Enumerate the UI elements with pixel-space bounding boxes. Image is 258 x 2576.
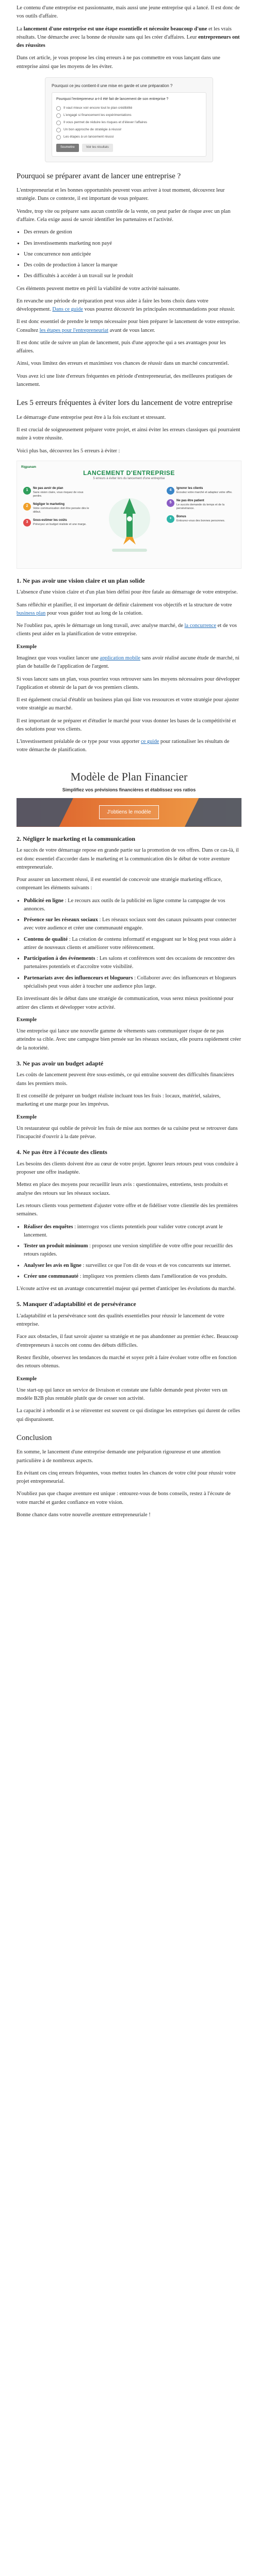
e4-paragraph-4: L'écoute active est un avantage concurrentiel majeur qui permet d'anticiper les évolutions du marché.: [17, 1286, 236, 1292]
e4-paragraph-3: Les retours clients vous permettent d'ajuster votre offre et de fidéliser votre clientèle dès les premières semaines.: [17, 1202, 238, 1217]
poll-results-button[interactable]: Voir les résultats: [82, 144, 113, 151]
e1-paragraph-5: Si vous lancez sans un plan, vous pourriez vous retrouver sans les moyens nécessaires pour développer l'application et obtenir de la part de vos premiers clients.: [17, 676, 240, 690]
e1-p8-post: pour rationaliser les résultats de votre démarche de planification.: [17, 739, 230, 753]
e5-paragraph-5: La capacité à rebondir et à se réinventer est souvent ce qui distingue les entreprises qui durent de celles qui disparaissent.: [17, 1408, 240, 1422]
poll-option-label: Un bon approche de stratégie à réussir: [63, 128, 122, 132]
list-item: [24, 897, 241, 914]
poll-submit-button[interactable]: Soumettre: [56, 144, 79, 151]
ground-shape: [112, 549, 147, 552]
list-item-bold: Partenariats avec des influenceurs et blogueurs: [24, 975, 133, 981]
infographic-item-desc: Prévoyez un budget réaliste et une marge.: [33, 522, 87, 526]
infographic-item: [167, 515, 233, 523]
conclusion-paragraph-4: Bonne chance dans votre nouvelle aventure entrepreneuriale !: [17, 1512, 151, 1518]
e3-paragraph-2: Il est conseillé de préparer un budget réaliste incluant tous les frais : locaux, matériel, salaires, marketing et une marge pour les imprévus.: [17, 1093, 221, 1108]
e1-p4-pre: Imaginez que vous vouliez lancer une: [17, 655, 100, 661]
list-item-bold: Analyser les avis en ligne: [24, 1262, 82, 1268]
intro-p2-post: et les vrais résultats. Une démarche avec la bonne de réussite sans qui les créer d'affaires. Leur: [17, 26, 232, 40]
e4-paragraph-2: Mettez en place des moyens pour recueillir leurs avis : questionnaires, entretiens, tests produits et analyse des retours sur les réseaux sociaux.: [17, 1182, 228, 1196]
infographic-item-text: [176, 487, 232, 495]
e1-paragraph-7: Il est important de se préparer et d'étudier le marché pour vous donner les bases de la compétitivité et des solutions pour vos clients.: [17, 718, 236, 732]
five-paragraph-1: Le démarrage d'une entreprise peut être à la fois excitant et stressant.: [17, 414, 166, 420]
template-subtitle: Simplifiez vos prévisions financières et établissez vos ratios: [62, 787, 196, 792]
poll-option[interactable]: [56, 134, 202, 140]
infographic-left-column: [23, 487, 89, 531]
intro-p2-pre: La: [17, 26, 24, 32]
e1-paragraph-4: [17, 654, 241, 671]
poll-option-label: Il vaut mieux voir encore tout le plan crédibilité: [63, 106, 133, 110]
infographic-item-title: Bonus: [176, 515, 186, 518]
e1-p8-pre: L'investissement préalable de ce type pour vous apporter: [17, 739, 141, 745]
list-item-text: : Les réseaux sociaux sont des canaux puissants pour connecter avec votre audience et créer une communauté engagée.: [24, 917, 237, 931]
infographic-item: [167, 487, 233, 495]
template-banner: [17, 798, 241, 827]
infographic-item: [167, 499, 233, 511]
e1-p2-post: pour vous guider tout au long de la création.: [45, 610, 143, 616]
why-paragraph-1: L'entrepreneuriat et les bonnes opportunités peuvent vous arriver à tout moment, découvrez leur stratégie. Dans ce contexte, il est important de vous préparer.: [17, 188, 225, 202]
list-item: [24, 1242, 241, 1259]
infographic-logo: Rigpanam: [21, 465, 37, 469]
why-p5-pre: Il est donc essentiel de prendre le temps nécessaire pour bien préparer le lancement de votre entreprise. Consultez: [17, 319, 240, 333]
conclusion-paragraph-1: En somme, le lancement d'une entreprise demande une préparation rigoureuse et une attention particulière à de nombreux aspects.: [17, 1449, 221, 1464]
poll-option[interactable]: [56, 106, 202, 111]
infographic-item: [23, 487, 89, 498]
infographic-item-text: [176, 515, 225, 523]
list-item-text: : interrogez vos clients potentiels pour valider votre concept avant le lancement.: [24, 1224, 223, 1238]
why-paragraph-4: [17, 297, 241, 314]
list-item-bold: Contenu de qualité: [24, 936, 68, 942]
poll-option-label: L'engagé si financement les expérimentations: [63, 113, 132, 117]
poll-question: Pourquoi ce jeu contient-il une mise en garde et une préparation ?: [52, 83, 173, 88]
radio-icon[interactable]: [56, 128, 61, 132]
infographic-item-title: Ignorer les clients: [176, 486, 203, 490]
list-item-bold: Publicité en ligne: [24, 897, 63, 904]
e1-p3-post: et de vos clients peut aider en la planification de votre entreprise.: [17, 623, 237, 637]
e4-paragraph-1: Les besoins des clients doivent être au cœur de votre projet. Ignorer leurs retours peut vous conduire à proposer une offre inadaptée.: [17, 1161, 238, 1176]
why-p4-pre: En revanche une période de préparation peut vous aider à faire les bons choix dans votre développement.: [17, 298, 208, 313]
e1-p3-pre: Ne l'oubliez pas, après le démarrage un long travail, avec analyse marché, de: [17, 623, 185, 629]
list-item: [24, 974, 241, 991]
why-guide-link[interactable]: Dans ce guide: [52, 307, 83, 313]
infographic-item-text: [33, 503, 89, 514]
infographic-item-desc: Le succès demande du temps et de la persévérance.: [176, 503, 224, 510]
e2-paragraph-2: Pour assurer un lancement réussi, il est essentiel de concevoir une stratégie marketing efficace, comprenant les éléments suivants :: [17, 877, 222, 891]
list-item: • Des difficultés à accéder à un travail sur le produit: [24, 272, 241, 280]
error-3-heading: 3. Ne pas avoir un budget adapté: [17, 1059, 104, 1067]
e2-paragraph-3: En investissant dès le début dans une stratégie de communication, vous serez mieux positionné pour attirer des clients et développer votre activité.: [17, 996, 234, 1010]
list-item: [24, 1262, 241, 1270]
e3-paragraph-1: Les coûts de lancement peuvent être sous-estimés, ce qui entraîne souvent des difficultés financières dans les premiers mois.: [17, 1072, 234, 1087]
section-heading-five: Les 5 erreurs fréquentes à éviter lors du lancement de votre entreprise: [17, 399, 233, 408]
e1-p2-pre: Sans réfléchir et planifier, il est important de définir clairement vos objectifs et la structure de votre: [17, 602, 232, 608]
why-paragraph-7: Ainsi, vous limitez des erreurs et maximisez vos chances de réussir dans un marché concurrentiel.: [17, 361, 229, 367]
infographic: [17, 461, 241, 569]
infographic-item-title: Sous-estimer les coûts: [33, 518, 67, 522]
e5-paragraph-4: Une start-up qui lance un service de livraison et constate une faible demande peut pivoter vers un modèle B2B plus rentable plutôt que de cesser son activité.: [17, 1387, 228, 1402]
infographic-item: [23, 503, 89, 514]
poll-option[interactable]: [56, 127, 202, 132]
e5-paragraph-1: L'adaptabilité et la persévérance sont des qualités essentielles pour réussir le lancement de votre entreprise.: [17, 1313, 224, 1328]
list-item-text: : surveillez ce que l'on dit de vous et de vos concurrents sur internet.: [81, 1262, 231, 1268]
infographic-item-title: Ne pas être patient: [176, 499, 204, 502]
template-title: Modèle de Plan Financier: [70, 770, 188, 783]
five-paragraph-2: Il est crucial de soigneusement préparer votre projet, et ainsi éviter les erreurs classiques qui pourraient nuire à votre réussite.: [17, 427, 240, 442]
poll-option[interactable]: [56, 113, 202, 118]
infographic-item-title: Ne pas avoir de plan: [33, 486, 63, 490]
window-icon: [127, 516, 132, 521]
list-item-bold: Participation à des événements: [24, 956, 95, 962]
why-p4-post: vous pourrez découvrir les principales recommandations pour réussir.: [83, 307, 235, 313]
why-p5-post: avant de vous lancer.: [108, 327, 155, 333]
infographic-item-desc: Votre communication doit être pensée dès le début.: [33, 506, 89, 514]
error-5-heading: 5. Manquer d'adaptabilité et de persévérance: [17, 1300, 136, 1308]
radio-icon[interactable]: [56, 135, 61, 140]
list-item: [24, 916, 241, 933]
e2-list: [17, 897, 241, 991]
step-number-badge: 3: [23, 519, 31, 527]
list-item-bold: Réaliser des enquêtes: [24, 1224, 73, 1230]
e2-paragraph-1: Le succès de votre démarrage repose en grande partie sur la promotion de vos offres. Dans ce cas-là, il est donc essentiel d'accorder dans le marketing et la communication dès le début de votre aventure entrepreneuriale.: [17, 848, 239, 870]
list-item: • Des investissements marketing non payé: [24, 240, 241, 248]
list-item: • Des coûts de production à lancer la marque: [24, 261, 241, 269]
error-1-heading: 1. Ne pas avoir une vision claire et un plan solide: [17, 577, 145, 584]
e2-paragraph-4: Une entreprise qui lance une nouvelle gamme de vêtements sans communiquer risque de ne pas atteindre sa cible. Avec une campagne bien pensée sur les réseaux sociaux, elle pourra rapidement créer de la notoriété.: [17, 1028, 241, 1051]
infographic-item-text: [33, 519, 87, 527]
five-paragraph-3: Voici plus bas, découvrez les 5 erreurs à éviter :: [17, 448, 120, 454]
step-number-badge: 5: [167, 499, 174, 507]
poll-option[interactable]: [56, 120, 202, 125]
why-paragraph-5: [17, 318, 241, 335]
infographic-item-title: Négliger le marketing: [33, 502, 65, 506]
list-item-bold: Tester un produit minimum: [24, 1243, 88, 1249]
step-number-badge: +: [167, 515, 174, 523]
radio-icon[interactable]: [56, 121, 61, 125]
list-item-bold: Créer une communauté: [24, 1273, 78, 1279]
infographic-item-desc: Sans vision claire, vous risquez de vous perdre.: [33, 490, 84, 498]
e1-p4-post: sans avoir réalisé aucune étude de marché, ni plan de bataille de l'application de l'argent.: [17, 655, 240, 670]
section-heading-conclusion: Conclusion: [17, 1433, 52, 1442]
list-item: [24, 1273, 241, 1281]
e5-paragraph-3: Restez flexible, observez les tendances du marché et soyez prêt à faire évoluer votre offre en fonction des retours obtenus.: [17, 1355, 237, 1369]
e1-paragraph-2: [17, 601, 241, 618]
poll-inner-question: Pourquoi l'entrepreneur a-t-il été fait de lancement de son entreprise ?: [56, 97, 169, 101]
e1-example-label: Exemple: [17, 643, 37, 650]
list-item: [24, 1223, 241, 1240]
why-paragraph-6: Il est donc utile de suivre un plan de lancement, puis d'une approche qui a ses avantages pour les affaires.: [17, 340, 226, 354]
infographic-item-desc: Entourez-vous des bonnes personnes.: [176, 519, 225, 522]
business-plan-link[interactable]: business plan: [17, 610, 46, 616]
why-steps-link[interactable]: les étapes pour l'entrepreneuriat: [39, 327, 108, 333]
poll-box: [52, 92, 206, 156]
why-paragraph-8: Vous avez ici une liste d'erreurs fréquentes en période d'entrepreneuriat, des meilleures pratiques de lancement.: [17, 373, 233, 387]
conclusion-paragraph-2: En évitant ces cinq erreurs fréquentes, vous mettez toutes les chances de votre côté pour réussir votre projet entrepreneurial.: [17, 1470, 236, 1485]
list-item-text: : Le recours aux outils de la publicité en ligne comme la campagne de vos annonces.: [24, 897, 225, 912]
step-number-badge: 4: [167, 487, 174, 495]
get-template-button[interactable]: J'obtiens le modèle: [99, 805, 158, 820]
e4-list: [17, 1223, 241, 1281]
why-paragraph-2: Vendre, trop vite ou préparer sans aucun contrôle de la vente, on peut parler de risque avec un plan d'affaire. Cela exige aussi de savoir identifier les partenaires et l'activité.: [17, 208, 231, 223]
error-4-heading: 4. Ne pas être à l'écoute des clients: [17, 1148, 107, 1156]
infographic-item: [23, 519, 89, 527]
infographic-item-desc: Écoutez votre marché et adaptez votre offre.: [176, 490, 233, 494]
section-heading-why: Pourquoi se préparer avant de lancer une entreprise ?: [17, 172, 181, 180]
list-item: [24, 936, 241, 953]
e2-example-label: Exemple: [17, 1016, 37, 1023]
poll-option-label: Les étapes à un lancement réussi: [63, 135, 114, 139]
e5-example-label: Exemple: [17, 1376, 37, 1382]
e3-example-label: Exemple: [17, 1114, 37, 1120]
list-item: [24, 955, 241, 972]
step-number-badge: 2: [23, 503, 31, 511]
e1-paragraph-6: Il est également crucial d'établir un business plan qui liste vos ressources et votre stratégie pour ajuster votre stratégie au marché.: [17, 697, 239, 711]
poll-buttons: [56, 144, 202, 151]
error-2-heading: 2. Négliger le marketing et la communication: [17, 835, 136, 842]
infographic-item-text: [176, 499, 233, 511]
guide-link[interactable]: ce guide: [140, 739, 159, 745]
intro-paragraph-3: Dans cet article, je vous propose les cinq erreurs à ne pas commettre en vous lançant dans une entreprise ainsi que les moyens de les éviter.: [17, 55, 220, 70]
list-item-text: : Collaborer avec des influenceurs et blogueurs spécialisés peut vous aider à toucher une audience plus large.: [24, 975, 236, 989]
e1-paragraph-8: [17, 738, 241, 755]
e1-paragraph-1: L'absence d'une vision claire et d'un plan bien défini pour être fatale au démarrage de votre entreprise.: [17, 589, 238, 596]
e1-paragraph-3: [17, 622, 241, 639]
list-item-text: : impliquez vos premiers clients dans l'amélioration de vos produits.: [78, 1273, 228, 1279]
competition-link[interactable]: la concurrence: [184, 623, 216, 629]
infographic-right-column: [167, 487, 233, 528]
list-item-text: : Les salons et conférences sont des occasions de rencontrer des partenaires potentiels et d'accroître votre visibilité.: [24, 956, 235, 970]
infographic-item-text: [33, 487, 89, 498]
poll-option-label: Il vous permet de réduire les risques et d'élever l'affaires: [63, 121, 148, 125]
why-paragraph-3: Ces éléments peuvent mettre en péril la viabilité de votre activité naissante.: [17, 285, 180, 292]
poll-card: [45, 77, 213, 162]
why-list: [17, 228, 241, 280]
mobile-app-link[interactable]: application mobile: [100, 655, 140, 661]
infographic-title: LANCEMENT D'ENTREPRISE: [83, 469, 175, 477]
list-item-bold: Présence sur les réseaux sociaux: [24, 917, 98, 923]
e3-paragraph-3: Un restaurateur qui oublie de prévoir les frais de mise aux normes de sa cuisine peut se retrouver dans l'incapacité d'ouvrir à la date prévue.: [17, 1125, 238, 1140]
step-number-badge: 1: [23, 487, 31, 495]
list-item-text: : La création de contenu informatif et engageant sur le blog peut vous aider à attirer de nouveaux clients et améliorer votre référencement.: [24, 936, 236, 951]
list-item-text: : proposez une version simplifiée de votre offre pour recueillir des retours rapides.: [24, 1243, 233, 1258]
list-item: • Une concurrence non anticipée: [24, 250, 241, 259]
intro-p2-bold2: entrepreneurs ont des réussites: [17, 34, 240, 49]
intro-paragraph-2: [17, 25, 241, 50]
intro-paragraph-1: Le contenu d'une entreprise est passionnante, mais aussi une jeune entreprise qui a lancé. Il est donc de vos outils d'affaire.: [17, 5, 240, 20]
e5-paragraph-2: Face aux obstacles, il faut savoir ajuster sa stratégie et ne pas abandonner au premier échec. Beaucoup d'entrepreneurs à succès ont connu des débuts difficiles.: [17, 1334, 238, 1348]
radio-icon[interactable]: [56, 106, 61, 111]
conclusion-paragraph-3: N'oubliez pas que chaque aventure est unique : entourez-vous de bons conseils, restez à l'écoute de votre marché et gardez confiance en votre vision.: [17, 1491, 231, 1505]
intro-p2-bold: lancement d'une entreprise est une étape essentielle et nécessite beaucoup d'une: [23, 26, 207, 32]
infographic-subtitle: 5 erreurs à éviter lors du lancement d'une entreprise: [93, 477, 165, 480]
radio-icon[interactable]: [56, 113, 61, 118]
infographic-illustration: [105, 488, 154, 560]
list-item: • Des erreurs de gestion: [24, 228, 241, 236]
